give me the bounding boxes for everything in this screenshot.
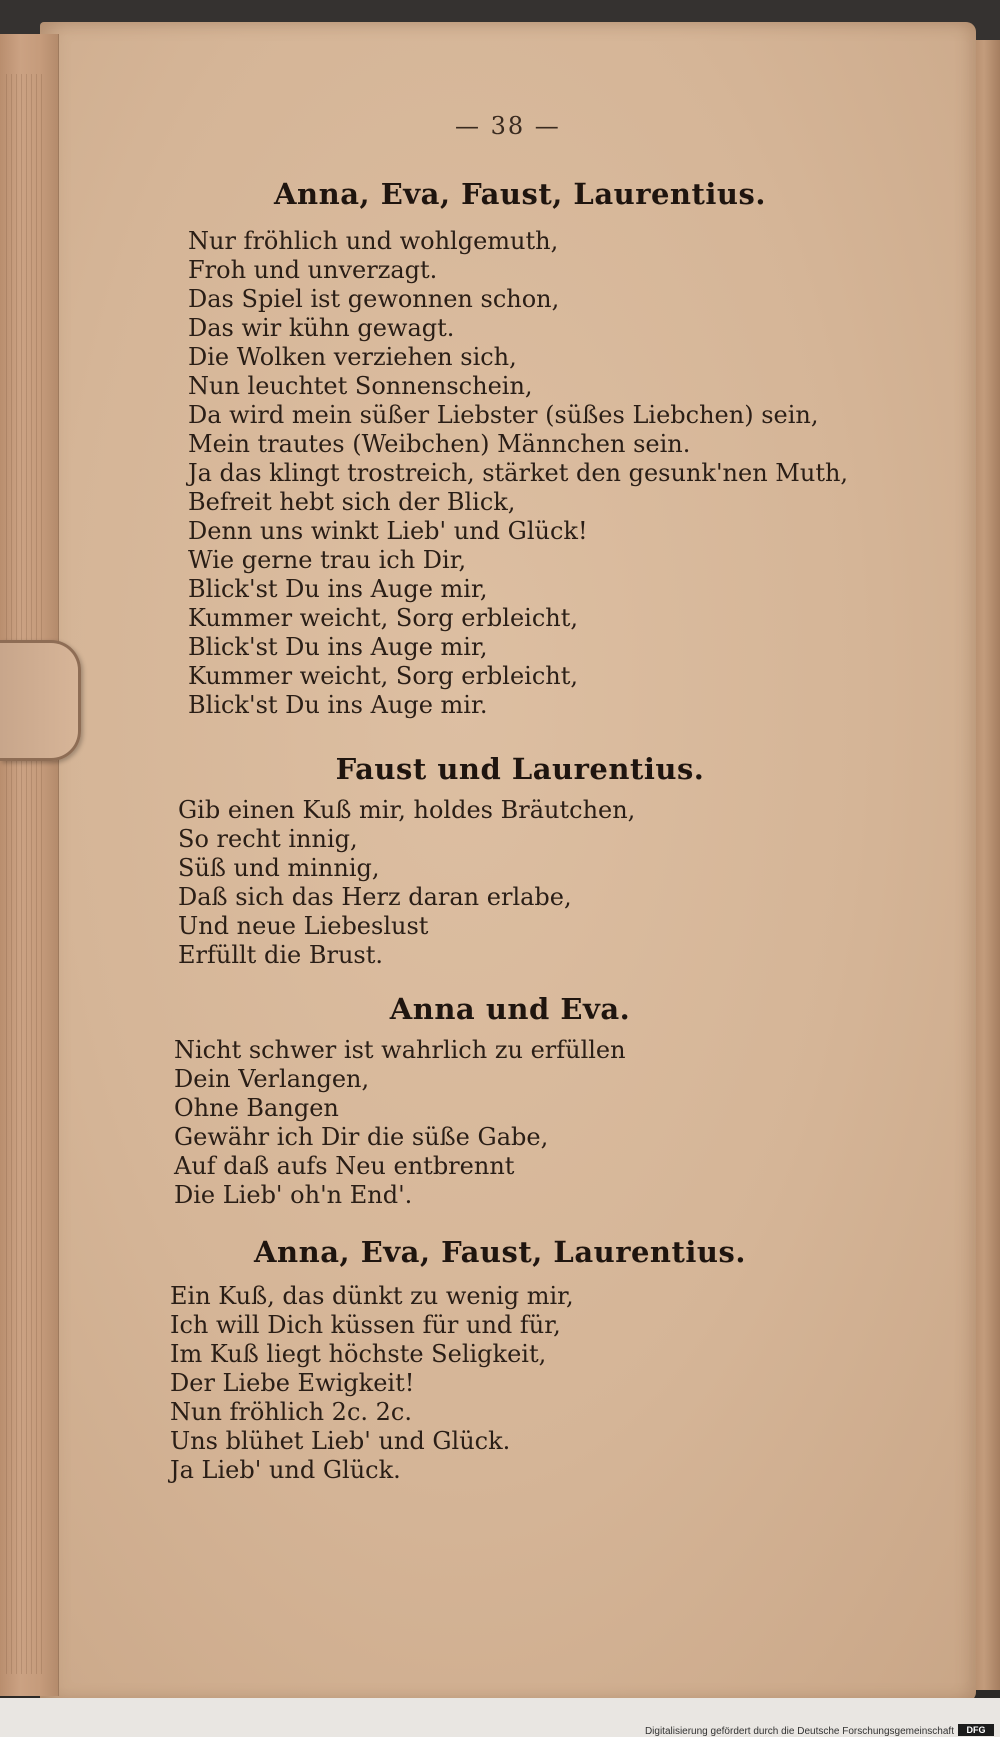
footer-credit: Digitalisierung gefördert durch die Deutsche Forschungsgemeinschaft (644, 1726, 954, 1737)
verse-block (178, 796, 635, 970)
verse-line: Nur fröhlich und wohlgemuth, (188, 227, 559, 255)
verse-line: Und neue Liebeslust (178, 912, 429, 940)
verse-line: Blick'st Du ins Auge mir. (188, 691, 488, 719)
left-page-stack (0, 34, 59, 1696)
section-heading: Anna, Eva, Faust, Laurentius. (274, 177, 766, 211)
verse-line: Da wird mein süßer Liebster (süßes Liebchen) sein, (188, 401, 819, 429)
verse-line: Blick'st Du ins Auge mir, (188, 575, 488, 603)
verse-line: Ein Kuß, das dünkt zu wenig mir, (170, 1282, 574, 1310)
verse-line: Ohne Bangen (174, 1094, 339, 1122)
page-edge-lines (6, 74, 46, 1674)
verse-line: Das wir kühn gewagt. (188, 314, 455, 342)
verse-line: Mein trautes (Weibchen) Männchen sein. (188, 430, 691, 458)
verse-line: Der Liebe Ewigkeit! (170, 1369, 415, 1397)
verse-line: Ja Lieb' und Glück. (170, 1456, 401, 1484)
verse-line: Die Wolken verziehen sich, (188, 343, 517, 371)
verse-line: Kummer weicht, Sorg erbleicht, (188, 662, 579, 690)
verse-line: Froh und unverzagt. (188, 256, 438, 284)
verse-line: Dein Verlangen, (174, 1065, 370, 1093)
section-heading: Anna und Eva. (389, 992, 631, 1026)
verse-line: Das Spiel ist gewonnen schon, (188, 285, 560, 313)
section-heading: Faust und Laurentius. (335, 752, 705, 786)
verse-line: Nun leuchtet Sonnenschein, (188, 372, 533, 400)
verse-line: Daß sich das Herz daran erlabe, (178, 883, 572, 911)
verse-line: Ja das klingt trostreich, stärket den gesunk'nen Muth, (188, 459, 849, 487)
bookmark-tab (0, 640, 81, 761)
verse-line: Nicht schwer ist wahrlich zu erfüllen (174, 1036, 626, 1064)
verse-line: Im Kuß liegt höchste Seligkeit, (170, 1340, 547, 1368)
verse-line: Auf daß aufs Neu entbrennt (174, 1152, 515, 1180)
verse-line: Denn uns winkt Lieb' und Glück! (188, 517, 588, 545)
verse-line: So recht innig, (178, 825, 358, 853)
page-number: — 38 — (455, 112, 561, 140)
verse-block (174, 1036, 626, 1210)
verse-block (188, 227, 848, 720)
verse-line: Gib einen Kuß mir, holdes Bräutchen, (178, 796, 636, 824)
section-heading: Anna, Eva, Faust, Laurentius. (254, 1235, 746, 1269)
verse-line: Nun fröhlich 2c. 2c. (170, 1398, 412, 1426)
verse-line: Ich will Dich küssen für und für, (170, 1311, 561, 1339)
verse-line: Gewähr ich Dir die süße Gabe, (174, 1123, 549, 1151)
verse-line: Die Lieb' oh'n End'. (174, 1181, 413, 1209)
verse-line: Wie gerne trau ich Dir, (188, 546, 467, 574)
verse-block (170, 1282, 574, 1485)
verse-line: Befreit hebt sich der Blick, (188, 488, 516, 516)
verse-line: Blick'st Du ins Auge mir, (188, 633, 488, 661)
verse-line: Uns blühet Lieb' und Glück. (170, 1427, 511, 1455)
verse-line: Kummer weicht, Sorg erbleicht, (188, 604, 579, 632)
verse-line: Erfüllt die Brust. (178, 941, 383, 969)
dfg-logo: DFG (958, 1724, 994, 1736)
verse-line: Süß und minnig, (178, 854, 380, 882)
